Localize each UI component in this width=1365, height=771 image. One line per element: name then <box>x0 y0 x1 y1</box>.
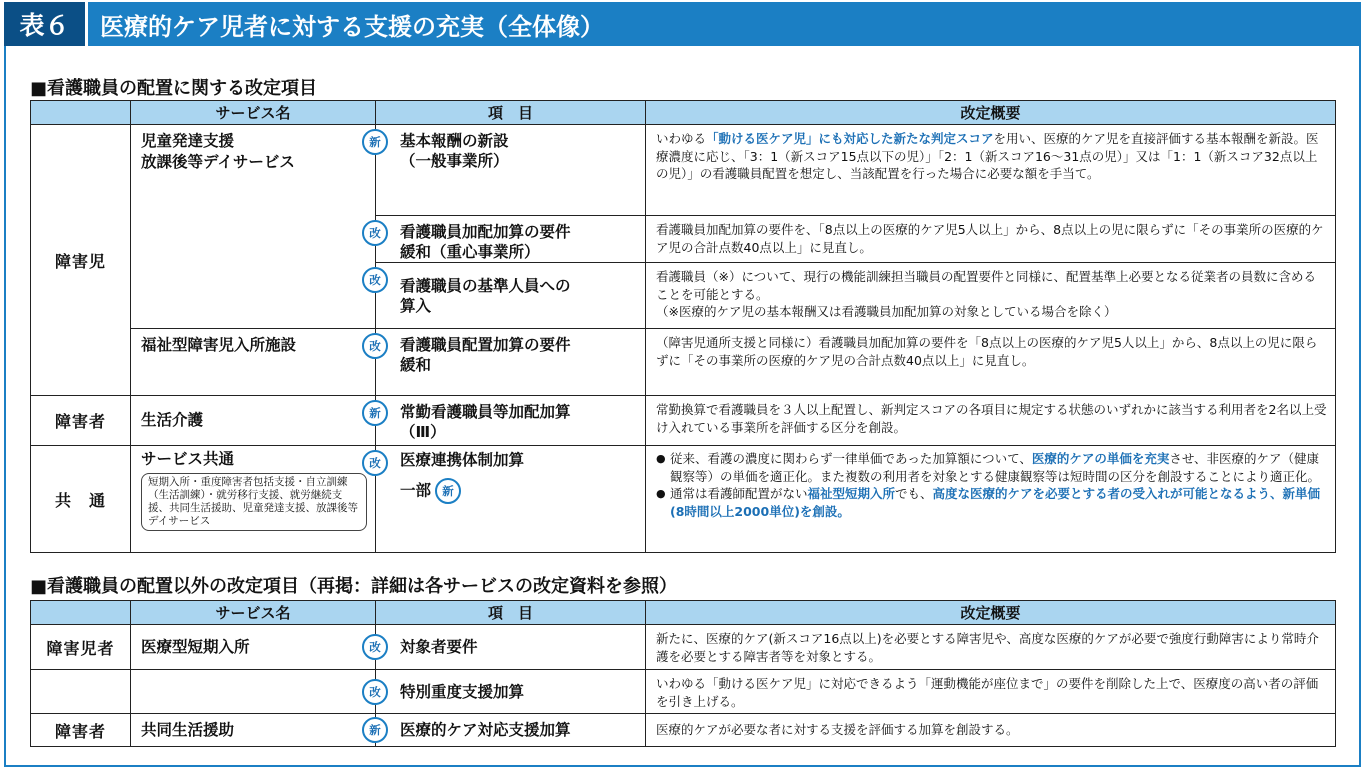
item-name: 医療連携体制加算 <box>400 451 525 469</box>
service-cell: 医療型短期入所 <box>131 625 376 670</box>
revised-badge-icon: 改 <box>362 634 388 660</box>
summary-cell: 看護職員加配加算の要件を、「8点以上の医療的ケア児5人以上」から、8点以上の児に限らずに「その事業所の医療的ケア児の合計点数40点以上」に見直し。 <box>646 216 1336 263</box>
partial-label: 一部 新 <box>400 478 641 504</box>
column-header-summary: 改定概要 <box>646 601 1336 625</box>
highlight-text: 医療的ケアの単価を充実 <box>1031 451 1170 466</box>
service-name: サービス共通 <box>141 450 235 468</box>
revised-badge-icon: 改 <box>362 679 388 705</box>
revised-badge-icon: 改 <box>362 333 388 359</box>
summary-cell: （障害児通所支援と同様に）看護職員加配加算の要件を「8点以上の医療的ケア児5人以上」から、8点以上の児に限らずに「その事業所の医療的ケア児の合計点数40点以上」に見直し。 <box>646 329 1336 396</box>
item-cell <box>369 446 646 553</box>
item-name: 算入 <box>400 296 432 315</box>
item-name: 緩和（重心事業所） <box>400 243 540 261</box>
category-cell: 障害者 <box>31 714 131 747</box>
item-name: 緩和 <box>400 356 432 374</box>
column-header-item: 項 目 <box>376 601 646 625</box>
summary-cell: 新たに、医療的ケア(新スコア16点以上)を必要とする障害児や、高度な医療的ケアが必要で強度行動障害により常時介護を必要とする障害者等を対象とする。 <box>646 625 1336 670</box>
section2-table <box>30 600 1336 747</box>
table-row <box>31 125 1336 216</box>
highlight-text: 福祉型短期入所 <box>807 486 896 501</box>
table-row <box>31 329 1336 396</box>
category-cell: 障害者 <box>31 396 131 446</box>
column-header-item: 項 目 <box>376 101 646 125</box>
service-cell <box>131 396 376 446</box>
section1-table <box>30 100 1336 553</box>
revised-badge-icon: 改 <box>362 267 388 293</box>
table-row <box>31 714 1336 747</box>
table-row <box>31 625 1336 670</box>
service-cell <box>131 125 376 329</box>
table-row <box>31 670 1336 714</box>
summary-cell: 常勤換算で看護職員を３人以上配置し、新判定スコアの各項目に規定する状態のいずれかに該当する利用者を2名以上受け入れている事業所を評価する区分を創設。 <box>646 396 1336 446</box>
column-header-summary: 改定概要 <box>646 101 1336 125</box>
service-cell <box>131 670 376 714</box>
column-header-blank <box>31 101 131 125</box>
category-cell <box>31 670 131 714</box>
item-name: 対象者要件 <box>400 638 478 656</box>
service-cell: 共同生活援助 <box>131 714 376 747</box>
item-cell <box>369 670 646 714</box>
section1-heading: ■看護職員の配置に関する改定項目 <box>30 78 318 99</box>
item-name: 看護職員加配加算の要件 <box>400 223 571 241</box>
service-name: 児童発達支援 <box>141 132 235 150</box>
item-cell <box>369 714 646 747</box>
table-row <box>31 446 1336 553</box>
item-name: 基本報酬の新設 <box>400 132 509 150</box>
service-note-box: 短期入所・重度障害者包括支援・自立訓練（生活訓練）・就労移行支援、就労継続支援、共同生活援助、児童発達支援、放課後等デイサービス <box>141 473 367 531</box>
column-header-service: サービス名 <box>131 101 376 125</box>
item-name: 常勤看護職員等加配加算 <box>400 403 571 421</box>
category-cell: 障害児 <box>31 125 131 396</box>
new-badge-icon: 新 <box>362 129 388 155</box>
item-cell <box>369 125 646 216</box>
summary-cell: いわゆる「動ける医ケア児」にも対応した新たな判定スコアを用い、医療的ケア児を直接評価する基本報酬を新設。医療濃度に応じ、「3：1（新スコア15点以下の児）」「2：1（新スコア16～31点の児）」又は「1：1（新スコア32点以上の児）」の看護職員配置を想定し、当該配置を行った場合に必要な額を手当て。 <box>646 125 1336 216</box>
item-name: 特別重度支援加算 <box>400 682 525 701</box>
item-cell <box>369 329 646 396</box>
item-name: （一般事業所） <box>400 152 509 170</box>
item-name: （Ⅲ） <box>400 423 446 441</box>
new-badge-icon: 新 <box>362 400 388 426</box>
service-name: 放課後等デイサービス <box>141 153 295 171</box>
service-cell <box>131 446 376 553</box>
summary-cell: いわゆる「動ける医ケア児」に対応できるよう「運動機能が座位まで」の要件を削除した上で、医療度の高い者の評価を引き上げる。 <box>646 670 1336 714</box>
table-row <box>31 396 1336 446</box>
summary-cell <box>646 446 1336 553</box>
column-header-service: サービス名 <box>131 601 376 625</box>
highlight-text: 高度な医療的ケアを必要とする者の受入れが可能となるよう、新単価(8時間以上2000単位)を創設。 <box>670 486 1321 519</box>
service-name: 生活介護 <box>141 411 204 429</box>
bullet-item: ● 通常は看護師配置がない福祉型短期入所でも、高度な医療的ケアを必要とする者の受入れが可能となるよう、新単価(8時間以上2000単位)を創設。 <box>656 485 1327 520</box>
item-cell <box>369 263 646 329</box>
item-cell <box>369 625 646 670</box>
item-name: 看護職員配置加算の要件 <box>400 336 571 354</box>
revised-badge-icon: 改 <box>362 450 388 476</box>
summary-cell: 看護職員（※）について、現行の機能訓練担当職員の配置要件と同様に、配置基準上必要となる従業者の員数に含めることを可能とする。 （※医療的ケア児の基本報酬又は看護職員加配加算の対象としている場合を除く） <box>646 263 1336 329</box>
title-bar <box>4 2 1361 46</box>
new-badge-icon: 新 <box>435 478 461 504</box>
category-cell: 障害児者 <box>31 625 131 670</box>
item-name: 看護職員の基準人員への <box>400 276 571 295</box>
service-name: 福祉型障害児入所施設 <box>141 336 297 354</box>
table-header-row <box>31 601 1336 625</box>
column-header-blank <box>31 601 131 625</box>
section2-heading: ■看護職員の配置以外の改定項目（再掲：詳細は各サービスの改定資料を参照） <box>30 576 678 597</box>
service-cell <box>131 329 376 396</box>
item-cell <box>369 396 646 446</box>
revised-badge-icon: 改 <box>362 220 388 246</box>
summary-cell: 医療的ケアが必要な者に対する支援を評価する加算を創設する。 <box>646 714 1336 747</box>
highlight-text: 「動ける医ケア児」にも対応した新たな判定スコア <box>706 131 994 146</box>
bullet-item: ● 従来、看護の濃度に関わらず一律単価であった加算額について、医療的ケアの単価を充実させ、非医療的ケア（健康観察等）の単価を適正化。また複数の利用者を対象とする健康観察等は短時間の区分を創設することにより適正化。 <box>656 450 1327 485</box>
table-header-row <box>31 101 1336 125</box>
table-number: 表６ <box>4 2 88 46</box>
item-cell <box>369 216 646 263</box>
category-cell: 共 通 <box>31 446 131 553</box>
new-badge-icon: 新 <box>362 717 388 743</box>
page-title: 医療的ケア児者に対する支援の充実（全体像） <box>100 12 604 41</box>
item-name: 医療的ケア対応支援加算 <box>400 721 571 739</box>
